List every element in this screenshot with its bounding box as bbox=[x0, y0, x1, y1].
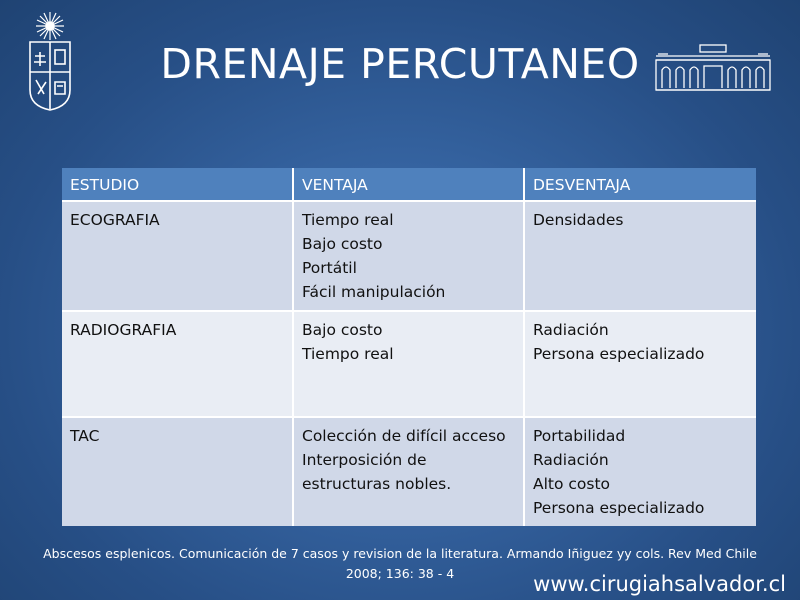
cell-text: Densidades bbox=[533, 211, 624, 229]
slide-title: DRENAJE PERCUTANEO bbox=[160, 40, 640, 88]
cell-text: Interposición de bbox=[302, 451, 427, 469]
comparison-table bbox=[62, 168, 756, 526]
cell-desventaja bbox=[524, 417, 756, 526]
website-url: www.cirugiahsalvador.cl bbox=[533, 572, 786, 596]
cell-text: Bajo costo bbox=[302, 321, 383, 339]
cell-text: Portabilidad bbox=[533, 427, 626, 445]
table-header-row bbox=[62, 168, 756, 201]
citation-line-1: Abscesos esplenicos. Comunicación de 7 casos y revision de la literatura. Armando Iñiguez yy cols. Rev Med Chile bbox=[43, 546, 757, 561]
cell-estudio bbox=[62, 417, 293, 526]
building-facade-icon bbox=[654, 44, 772, 92]
cell-ventaja bbox=[293, 417, 524, 526]
cell-text: estructuras nobles. bbox=[302, 475, 452, 493]
cell-text: Bajo costo bbox=[302, 235, 383, 253]
header-desventaja: DESVENTAJA bbox=[524, 168, 756, 201]
citation-line-2: 2008; 136: 38 - 4 bbox=[345, 566, 455, 581]
cell-text: Tiempo real bbox=[302, 345, 394, 363]
cell-text: Fácil manipulación bbox=[302, 283, 446, 301]
cell-text: Portátil bbox=[302, 259, 357, 277]
cell-text: RADIOGRAFIA bbox=[70, 321, 177, 339]
cell-desventaja bbox=[524, 311, 756, 417]
table-row bbox=[62, 417, 756, 526]
cell-text: Radiación bbox=[533, 451, 609, 469]
cell-ventaja bbox=[293, 201, 524, 311]
cell-text: Radiación bbox=[533, 321, 609, 339]
cell-text: Alto costo bbox=[533, 475, 611, 493]
cell-text: TAC bbox=[70, 427, 100, 445]
cell-text: Tiempo real bbox=[302, 211, 394, 229]
cell-text: ECOGRAFIA bbox=[70, 211, 160, 229]
header-ventaja: VENTAJA bbox=[293, 168, 524, 201]
cell-ventaja bbox=[293, 311, 524, 417]
cell-text: Persona especializado bbox=[533, 499, 705, 517]
table-row bbox=[62, 201, 756, 311]
cell-estudio bbox=[62, 201, 293, 311]
header-estudio: ESTUDIO bbox=[62, 168, 293, 201]
cell-text: Persona especializado bbox=[533, 345, 705, 363]
table-row bbox=[62, 311, 756, 417]
cell-estudio bbox=[62, 311, 293, 417]
cell-desventaja bbox=[524, 201, 756, 311]
cell-text: Colección de difícil acceso bbox=[302, 427, 506, 445]
